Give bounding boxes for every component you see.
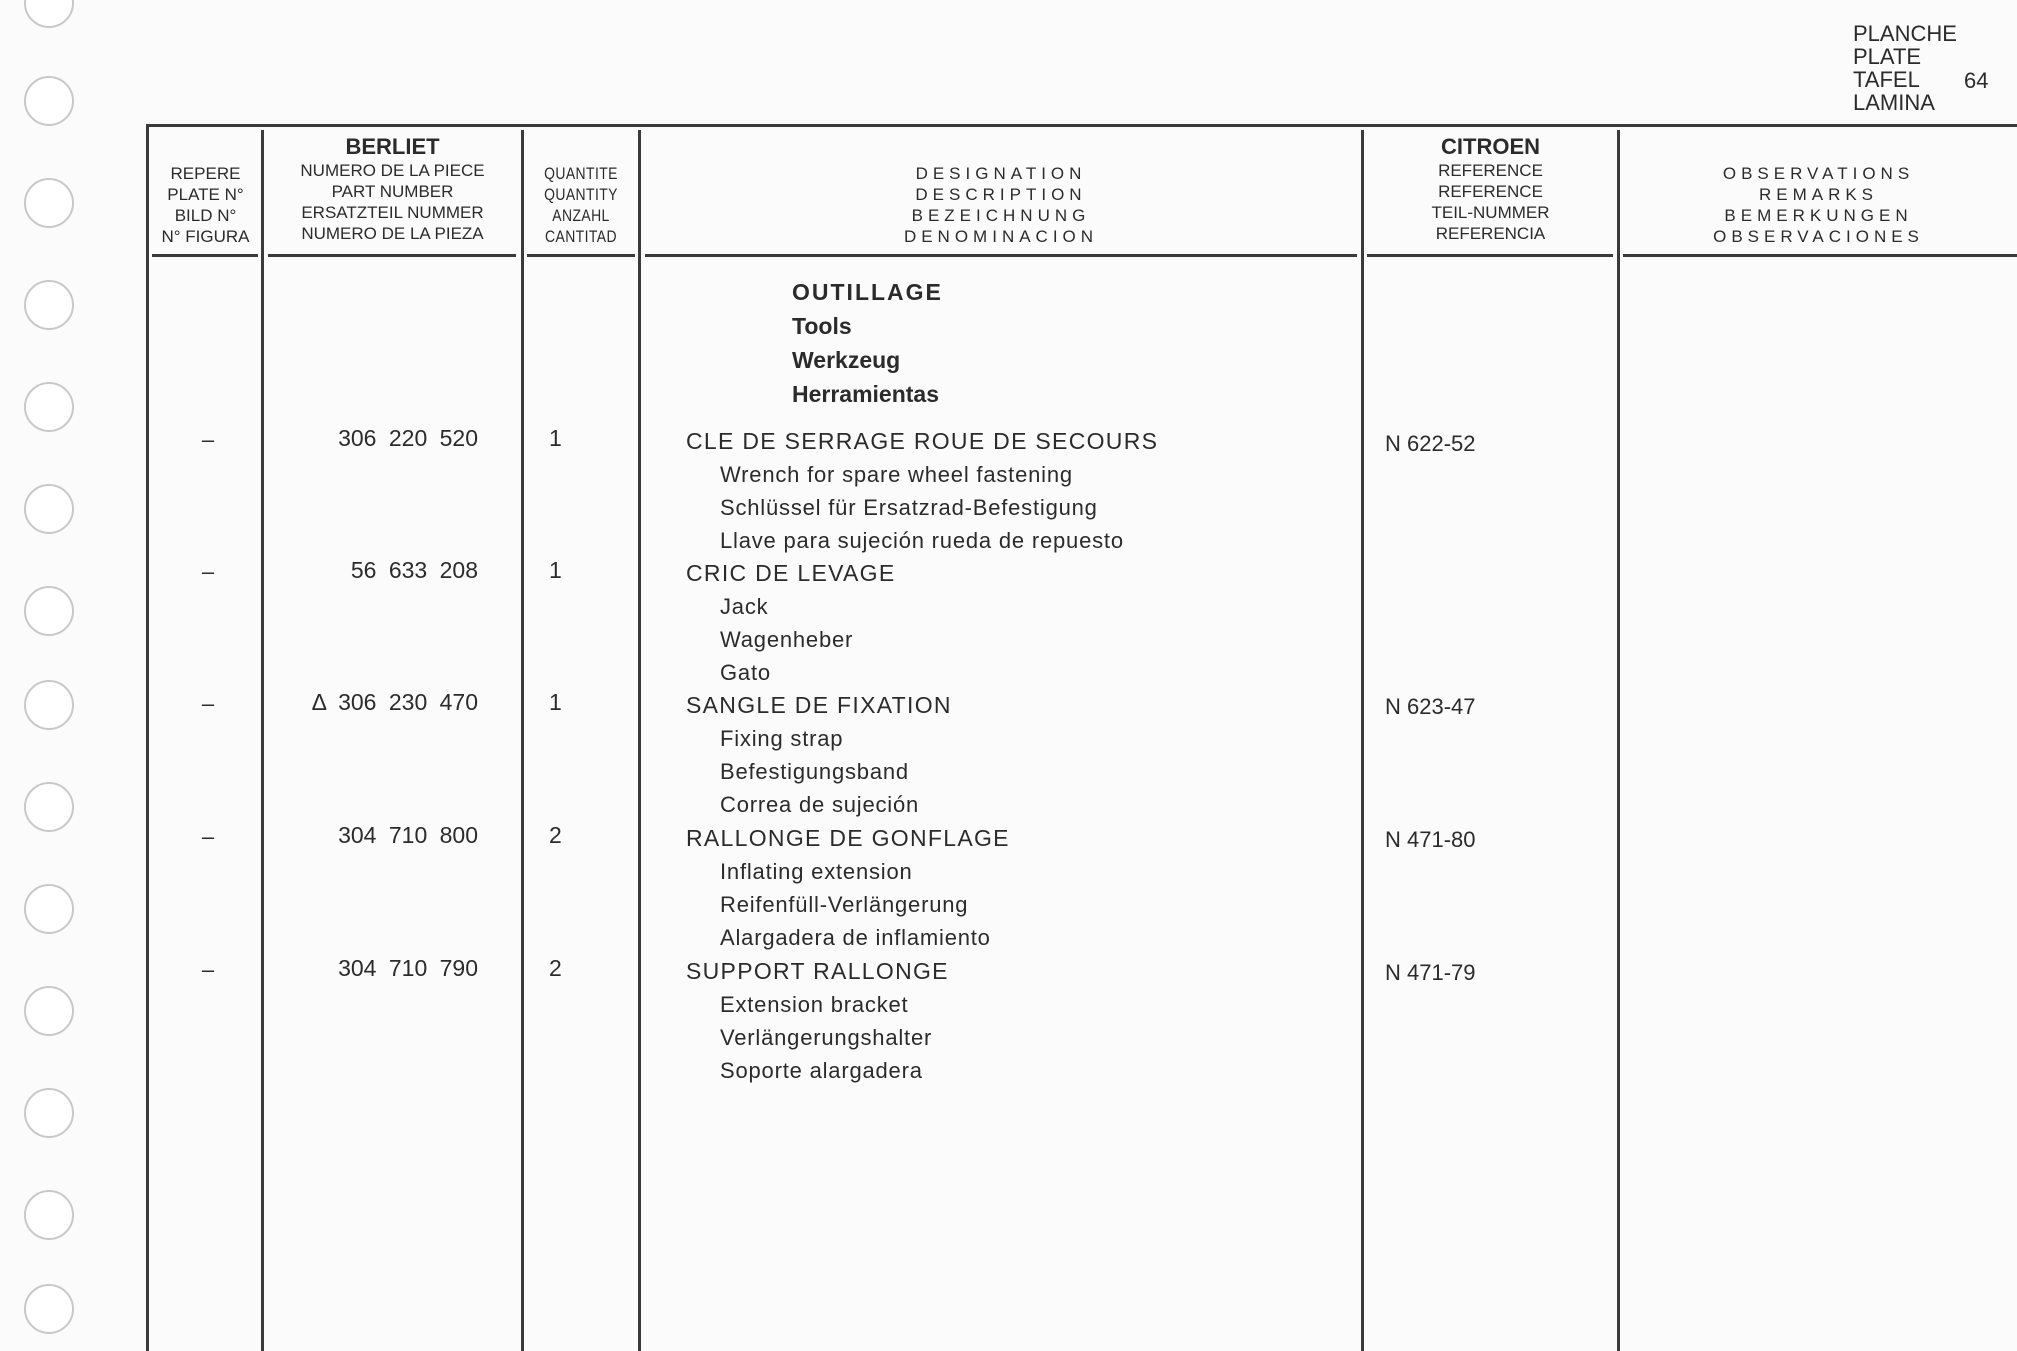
- plate-label-line: LAMINA: [1853, 90, 1935, 115]
- designation-main: SUPPORT RALLONGE: [686, 958, 949, 984]
- plate-label: [1853, 22, 1957, 114]
- binder-hole: [24, 0, 74, 28]
- header-line: REFERENCIA: [1435, 224, 1546, 243]
- column-divider: [261, 130, 264, 1351]
- berliet-brand: BERLIET: [345, 134, 440, 159]
- header-underline: [1367, 254, 1613, 257]
- header-line: QUANTITE: [544, 164, 618, 183]
- binder-hole: [24, 76, 74, 126]
- quantity-cell: 1: [549, 425, 562, 451]
- column-divider: [521, 130, 524, 1351]
- column-divider: [146, 124, 149, 1351]
- header-line: N° FIGURA: [161, 227, 250, 246]
- header-line: TEIL-NUMMER: [1431, 203, 1550, 222]
- binder-hole: [24, 986, 74, 1036]
- header-part-number: [264, 134, 521, 244]
- part-number-cell: 304 710 800: [338, 822, 478, 848]
- quantity-cell: 1: [549, 689, 562, 715]
- designation-cell: [686, 822, 1010, 954]
- designation-cell: [686, 557, 896, 689]
- header-line: ERSATZTEIL NUMMER: [301, 203, 484, 222]
- binder-hole: [24, 680, 74, 730]
- binder-hole: [24, 782, 74, 832]
- header-line: OBSERVATIONS: [1722, 164, 1915, 183]
- header-line: PLATE N°: [167, 185, 244, 204]
- header-line: ANZAHL: [552, 206, 610, 225]
- binder-hole: [24, 280, 74, 330]
- section-title: [792, 275, 943, 411]
- section-title-line: OUTILLAGE: [792, 279, 943, 305]
- header-line: BILD N°: [174, 206, 237, 225]
- header-line: REFERENCE: [1438, 182, 1543, 201]
- part-number-cell: 304 710 790: [338, 955, 478, 981]
- part-number-cell: 306 220 520: [338, 425, 478, 451]
- header-line: CANTITAD: [545, 227, 617, 246]
- citroen-reference-cell: N 623-47: [1385, 694, 1476, 719]
- citroen-reference-cell: N 471-79: [1385, 960, 1476, 985]
- binder-hole: [24, 484, 74, 534]
- binder-hole: [24, 1088, 74, 1138]
- designation-translation: Fixing strap: [720, 726, 844, 751]
- header-underline: [645, 254, 1357, 257]
- citroen-reference-cell: N 622-52: [1385, 431, 1476, 456]
- plate-label-line: PLANCHE: [1853, 21, 1957, 46]
- header-underline: [152, 254, 258, 257]
- designation-translation: Inflating extension: [720, 859, 913, 884]
- column-divider: [1617, 130, 1620, 1351]
- header-line: QUANTITY: [544, 185, 618, 204]
- designation-cell: [686, 955, 949, 1087]
- plate-number: 64: [1964, 68, 1989, 93]
- designation-translation: Correa de sujeción: [720, 792, 920, 817]
- designation-translation: Reifenfüll-Verlängerung: [720, 892, 969, 917]
- header-line: DENOMINACION: [903, 227, 1099, 246]
- designation-cell: [686, 425, 1158, 557]
- header-line: NUMERO DE LA PIEZA: [301, 224, 484, 243]
- citroen-brand: CITROEN: [1441, 134, 1540, 159]
- designation-translation: Jack: [720, 594, 769, 619]
- repere-cell: –: [201, 427, 215, 452]
- header-quantity: [534, 163, 627, 247]
- header-line: REPERE: [170, 164, 241, 183]
- header-line: REFERENCE: [1438, 161, 1543, 180]
- binder-hole: [24, 178, 74, 228]
- plate-label-line: TAFEL: [1853, 67, 1920, 92]
- header-observations: [1620, 163, 2017, 247]
- header-repere: [150, 163, 261, 247]
- binder-hole: [24, 586, 74, 636]
- column-divider: [1361, 130, 1364, 1351]
- header-line: NUMERO DE LA PIECE: [300, 161, 485, 180]
- header-line: BEMERKUNGEN: [1724, 206, 1913, 225]
- designation-translation: Schlüssel für Ersatzrad-Befestigung: [720, 495, 1098, 520]
- designation-translation: Extension bracket: [720, 992, 909, 1017]
- designation-translation: Wrench for spare wheel fastening: [720, 462, 1073, 487]
- header-line: BEZEICHNUNG: [911, 206, 1091, 225]
- binder-hole: [24, 884, 74, 934]
- part-number-cell: 56 633 208: [350, 557, 478, 583]
- designation-translation: Alargadera de inflamiento: [720, 925, 991, 950]
- binder-hole: [24, 1284, 74, 1334]
- header-line: REMARKS: [1758, 185, 1879, 204]
- designation-translation: Soporte alargadera: [720, 1058, 923, 1083]
- part-number-cell: Δ 306 230 470: [311, 689, 478, 715]
- column-divider: [638, 130, 641, 1351]
- header-underline: [268, 254, 516, 257]
- designation-main: SANGLE DE FIXATION: [686, 692, 952, 718]
- designation-cell: [686, 689, 952, 821]
- designation-main: RALLONGE DE GONFLAGE: [686, 825, 1010, 851]
- repere-cell: –: [201, 559, 215, 584]
- designation-translation: Verlängerungshalter: [720, 1025, 933, 1050]
- designation-translation: Gato: [720, 660, 771, 685]
- plate-label-lines: [1853, 22, 1957, 114]
- section-title-line: Herramientas: [792, 381, 940, 407]
- repere-cell: –: [201, 824, 215, 849]
- designation-translation: Wagenheber: [720, 627, 854, 652]
- header-line: PART NUMBER: [331, 182, 454, 201]
- header-line: OBSERVACIONES: [1713, 227, 1924, 246]
- header-underline: [1623, 254, 2017, 257]
- header-line: DESIGNATION: [915, 164, 1087, 183]
- designation-main: CRIC DE LEVAGE: [686, 560, 896, 586]
- designation-translation: Llave para sujeción rueda de repuesto: [720, 528, 1124, 553]
- header-designation: [641, 163, 1361, 247]
- designation-translation: Befestigungsband: [720, 759, 909, 784]
- designation-main: CLE DE SERRAGE ROUE DE SECOURS: [686, 428, 1159, 454]
- binder-hole: [24, 382, 74, 432]
- plate-label-line: PLATE: [1853, 44, 1922, 69]
- quantity-cell: 2: [549, 955, 562, 981]
- quantity-cell: 2: [549, 822, 562, 848]
- quantity-cell: 1: [549, 557, 562, 583]
- repere-cell: –: [201, 691, 215, 716]
- header-reference: [1364, 134, 1617, 244]
- section-title-line: Tools: [792, 313, 852, 339]
- section-title-line: Werkzeug: [792, 347, 901, 373]
- table-top-border: [146, 124, 2017, 127]
- header-line: DESCRIPTION: [915, 185, 1087, 204]
- binder-hole: [24, 1190, 74, 1240]
- header-underline: [527, 254, 635, 257]
- repere-cell: –: [201, 957, 215, 982]
- citroen-reference-cell: N 471-80: [1385, 827, 1476, 852]
